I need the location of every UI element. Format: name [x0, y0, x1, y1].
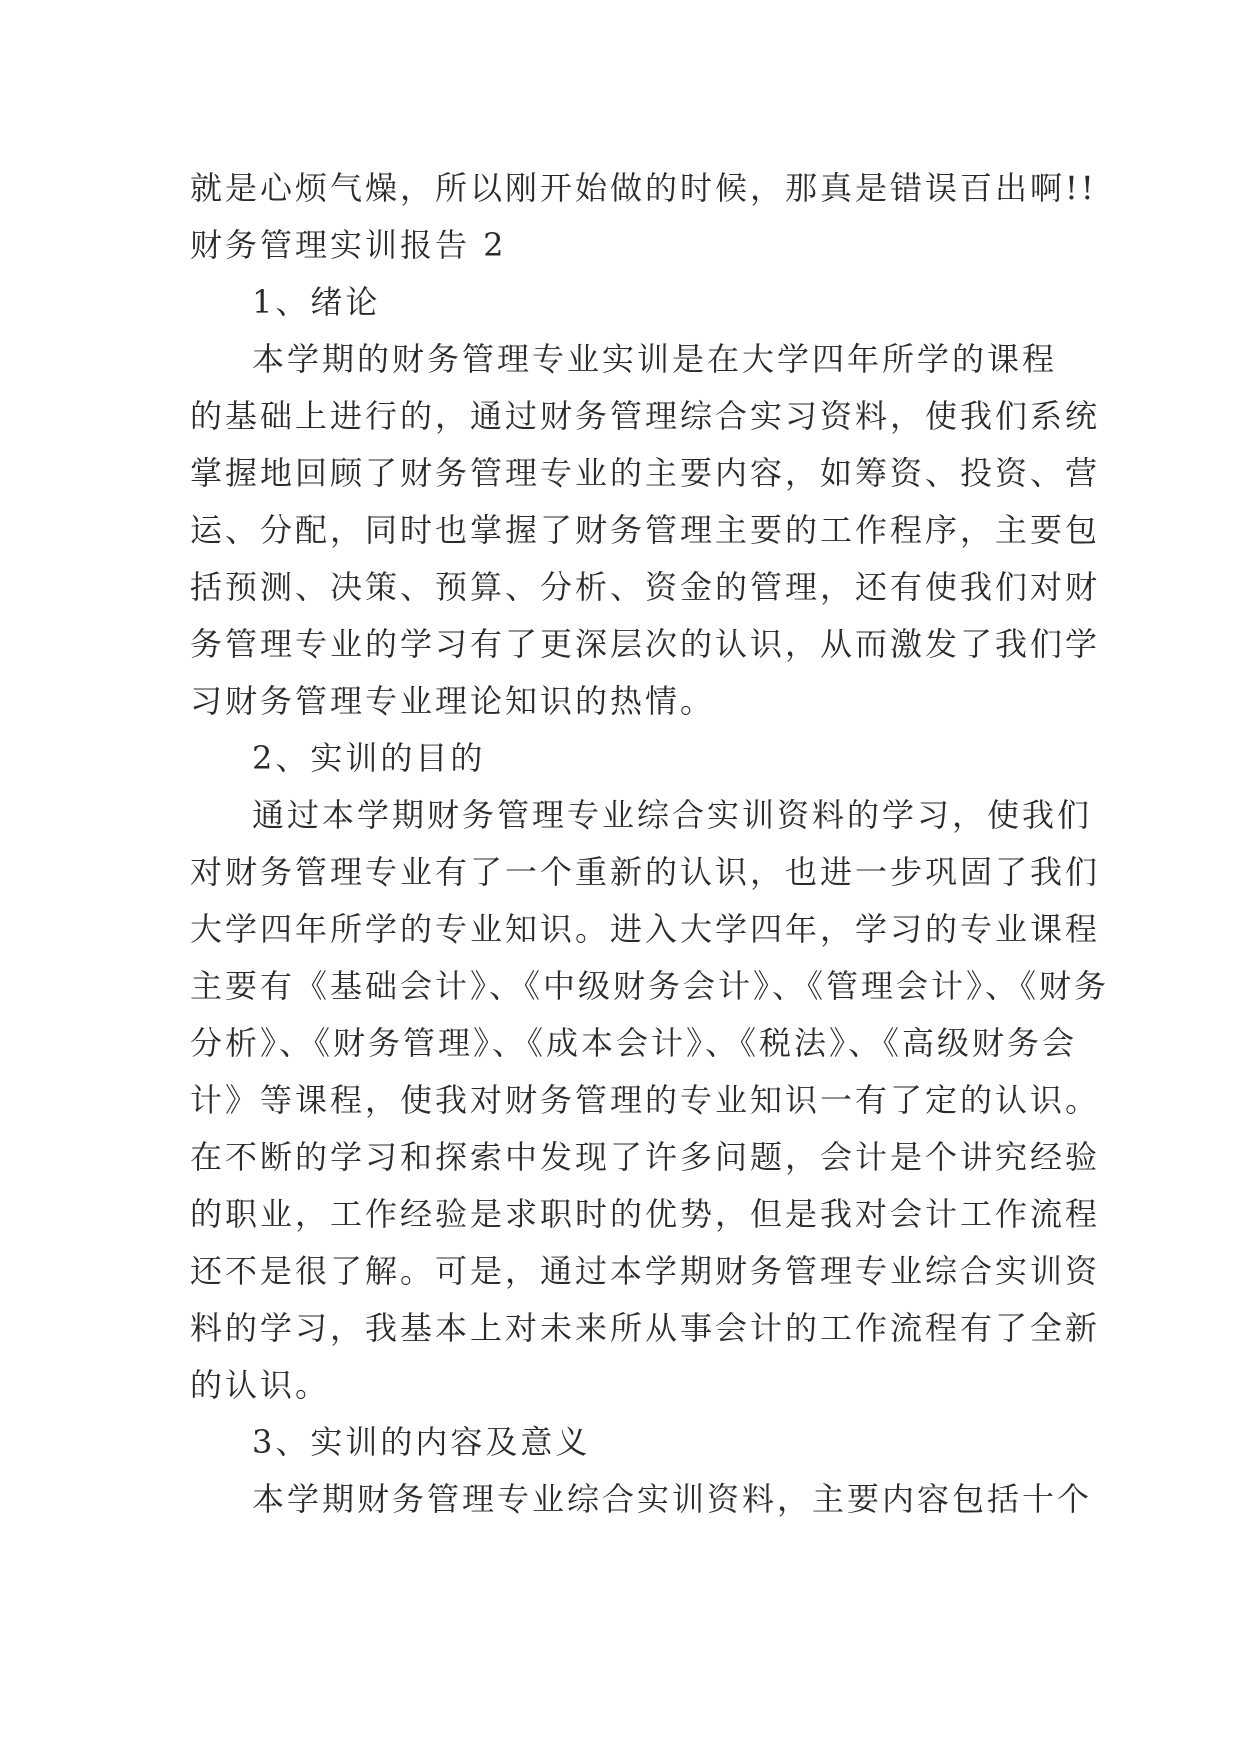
heading-purpose: 2、实训的目的 [252, 739, 486, 777]
heading-introduction: 1、绪论 [252, 283, 381, 321]
text-line: 主要有《基础会计》、《中级财务会计》、《管理会计》、《财务 [190, 967, 1110, 1005]
text-line: 掌握地回顾了财务管理专业的主要内容，如筹资、投资、营 [190, 454, 1101, 492]
text-line: 括预测、决策、预算、分析、资金的管理，还有使我们对财 [190, 568, 1101, 606]
text-line: 在不断的学习和探索中发现了许多问题，会计是个讲究经验 [190, 1138, 1101, 1176]
text-line: 料的学习，我基本上对未来所从事会计的工作流程有了全新 [190, 1309, 1101, 1347]
text-line: 通过本学期财务管理专业综合实训资料的学习，使我们 [252, 796, 1093, 834]
text-line: 分析》、《财务管理》、《成本会计》、《税法》、《高级财务会 [190, 1024, 1078, 1062]
text-line: 运、分配，同时也掌握了财务管理主要的工作程序，主要包 [190, 511, 1101, 549]
heading-content: 3、实训的内容及意义 [252, 1423, 591, 1461]
text-line: 的职业，工作经验是求职时的优势，但是我对会计工作流程 [190, 1195, 1101, 1233]
text-line: 务管理专业的学习有了更深层次的认识，从而激发了我们学 [190, 625, 1101, 663]
text-line: 大学四年所学的专业知识。进入大学四年，学习的专业课程 [190, 910, 1101, 948]
text-line: 对财务管理专业有了一个重新的认识，也进一步巩固了我们 [190, 853, 1101, 891]
text-line: 本学期财务管理专业综合实训资料，主要内容包括十个 [252, 1480, 1093, 1518]
text-line: 计》等课程，使我对财务管理的专业知识一有了定的认识。 [190, 1081, 1101, 1119]
section-title: 财务管理实训报告 2 [190, 226, 507, 264]
text-line: 还不是很了解。可是，通过本学期财务管理专业综合实训资 [190, 1252, 1101, 1290]
text-line: 习财务管理专业理论知识的热情。 [190, 682, 716, 720]
text-line: 的基础上进行的，通过财务管理综合实习资料，使我们系统 [190, 397, 1101, 435]
text-line: 的认识。 [190, 1366, 331, 1404]
text-line: 就是心烦气燥，所以刚开始做的时候，那真是错误百出啊!! [190, 169, 1097, 207]
text-line: 本学期的财务管理专业实训是在大学四年所学的课程 [252, 340, 1058, 378]
